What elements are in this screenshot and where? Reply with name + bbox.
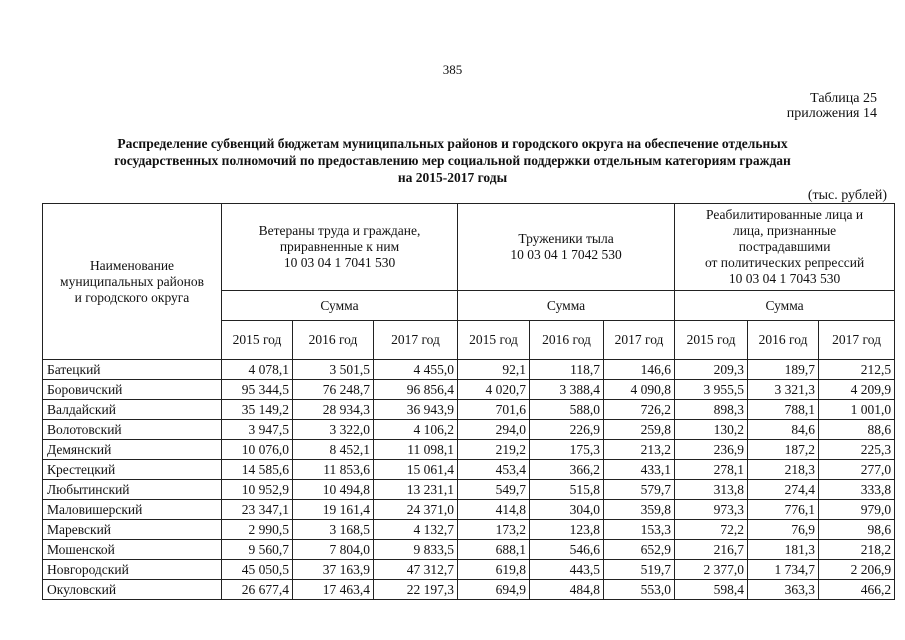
amount-cell: 15 061,4: [374, 460, 458, 480]
table-row: [43, 400, 895, 420]
amount-cell: 776,1: [748, 500, 819, 520]
amount-cell: 4 209,9: [819, 380, 895, 400]
amount-cell: 236,9: [675, 440, 748, 460]
table-ref-line: Таблица 25: [810, 91, 877, 106]
amount-cell: 36 943,9: [374, 400, 458, 420]
amount-cell: 26 677,4: [222, 580, 293, 600]
table-reference: [787, 91, 877, 121]
title-line: на 2015-2017 годы: [397, 170, 508, 185]
amount-cell: 414,8: [458, 500, 530, 520]
amount-cell: 95 344,5: [222, 380, 293, 400]
amount-cell: 2 377,0: [675, 560, 748, 580]
amount-cell: 28 934,3: [293, 400, 374, 420]
amount-cell: 652,9: [604, 540, 675, 560]
table-row: [43, 540, 895, 560]
year-header: 2017 год: [819, 321, 895, 360]
title-line: Распределение субвенций бюджетам муниципальных районов и городского округа на обеспечение отдельных: [117, 136, 788, 151]
year-header: 2015 год: [675, 321, 748, 360]
amount-cell: 9 560,7: [222, 540, 293, 560]
year-header: 2015 год: [222, 321, 293, 360]
amount-cell: 433,1: [604, 460, 675, 480]
amount-cell: 4 078,1: [222, 360, 293, 380]
group-header-line: Ветераны труда и граждане,: [258, 223, 421, 238]
year-header: 2016 год: [293, 321, 374, 360]
table-row: [43, 500, 895, 520]
units-label: (тыс. рублей): [807, 188, 887, 203]
name-header-line: и городского округа: [74, 289, 190, 305]
amount-cell: 226,9: [530, 420, 604, 440]
amount-cell: 47 312,7: [374, 560, 458, 580]
table-ref-line: приложения 14: [786, 106, 877, 121]
sum-header: Сумма: [675, 291, 895, 321]
sum-header: Сумма: [222, 291, 458, 321]
amount-cell: 153,3: [604, 520, 675, 540]
amount-cell: 484,8: [530, 580, 604, 600]
year-header: 2016 год: [748, 321, 819, 360]
amount-cell: 19 161,4: [293, 500, 374, 520]
amount-cell: 213,2: [604, 440, 675, 460]
amount-cell: 304,0: [530, 500, 604, 520]
amount-cell: 209,3: [675, 360, 748, 380]
amount-cell: 4 132,7: [374, 520, 458, 540]
amount-cell: 14 585,6: [222, 460, 293, 480]
amount-cell: 96 856,4: [374, 380, 458, 400]
amount-cell: 17 463,4: [293, 580, 374, 600]
amount-cell: 546,6: [530, 540, 604, 560]
table-row: [43, 380, 895, 400]
district-name-cell: Батецкий: [43, 360, 222, 380]
amount-cell: 588,0: [530, 400, 604, 420]
amount-cell: 788,1: [748, 400, 819, 420]
table-row: [43, 520, 895, 540]
amount-cell: 37 163,9: [293, 560, 374, 580]
amount-cell: 9 833,5: [374, 540, 458, 560]
amount-cell: 333,8: [819, 480, 895, 500]
amount-cell: 979,0: [819, 500, 895, 520]
group-header-rehabilitated: [675, 204, 895, 291]
year-header: 2016 год: [530, 321, 604, 360]
amount-cell: 466,2: [819, 580, 895, 600]
table-row: [43, 560, 895, 580]
amount-cell: 2 990,5: [222, 520, 293, 540]
name-header-line: муниципальных районов: [60, 273, 204, 289]
amount-cell: 694,9: [458, 580, 530, 600]
table-row: [43, 420, 895, 440]
amount-cell: 3 947,5: [222, 420, 293, 440]
amount-cell: 7 804,0: [293, 540, 374, 560]
amount-cell: 11 853,6: [293, 460, 374, 480]
district-name-cell: Демянский: [43, 440, 222, 460]
amount-cell: 212,5: [819, 360, 895, 380]
amount-cell: 515,8: [530, 480, 604, 500]
district-name-cell: Валдайский: [43, 400, 222, 420]
amount-cell: 45 050,5: [222, 560, 293, 580]
amount-cell: 363,3: [748, 580, 819, 600]
table-body: [43, 360, 895, 600]
amount-cell: 4 020,7: [458, 380, 530, 400]
district-name-cell: Волотовский: [43, 420, 222, 440]
group-header-line: 10 03 04 1 7041 530: [283, 255, 396, 270]
group-header-line: Реабилитированные лица и: [706, 207, 864, 222]
amount-cell: 519,7: [604, 560, 675, 580]
amount-cell: 579,7: [604, 480, 675, 500]
title-line: государственных полномочий по предоставлению мер социальной поддержки отдельным категориям граждан: [114, 153, 791, 168]
amount-cell: 23 347,1: [222, 500, 293, 520]
amount-cell: 259,8: [604, 420, 675, 440]
amount-cell: 726,2: [604, 400, 675, 420]
amount-cell: 549,7: [458, 480, 530, 500]
year-header: 2017 год: [604, 321, 675, 360]
amount-cell: 1 001,0: [819, 400, 895, 420]
group-header-line: приравненные к ним: [279, 239, 400, 254]
district-name-cell: Боровичский: [43, 380, 222, 400]
amount-cell: 1 734,7: [748, 560, 819, 580]
amount-cell: 219,2: [458, 440, 530, 460]
group-header-veterans: [222, 204, 458, 291]
amount-cell: 294,0: [458, 420, 530, 440]
amount-cell: 189,7: [748, 360, 819, 380]
district-name-cell: Любытинский: [43, 480, 222, 500]
amount-cell: 688,1: [458, 540, 530, 560]
amount-cell: 13 231,1: [374, 480, 458, 500]
table-row: [43, 580, 895, 600]
amount-cell: 366,2: [530, 460, 604, 480]
amount-cell: 118,7: [530, 360, 604, 380]
amount-cell: 225,3: [819, 440, 895, 460]
amount-cell: 98,6: [819, 520, 895, 540]
amount-cell: 88,6: [819, 420, 895, 440]
amount-cell: 11 098,1: [374, 440, 458, 460]
amount-cell: 898,3: [675, 400, 748, 420]
group-header-line: 10 03 04 1 7043 530: [728, 271, 841, 286]
amount-cell: 4 090,8: [604, 380, 675, 400]
amount-cell: 443,5: [530, 560, 604, 580]
amount-cell: 973,3: [675, 500, 748, 520]
district-name-cell: Мошенской: [43, 540, 222, 560]
amount-cell: 598,4: [675, 580, 748, 600]
group-header-line: Труженики тыла: [518, 231, 614, 246]
amount-cell: 175,3: [530, 440, 604, 460]
district-name-cell: Маревский: [43, 520, 222, 540]
amount-cell: 72,2: [675, 520, 748, 540]
amount-cell: 173,2: [458, 520, 530, 540]
header-row-groups: [43, 204, 895, 291]
amount-cell: 701,6: [458, 400, 530, 420]
name-header-line: Наименование: [89, 257, 175, 273]
amount-cell: 3 955,5: [675, 380, 748, 400]
table-row: [43, 360, 895, 380]
amount-cell: 3 168,5: [293, 520, 374, 540]
amount-cell: 278,1: [675, 460, 748, 480]
subsidy-table: [42, 203, 895, 600]
amount-cell: 35 149,2: [222, 400, 293, 420]
document-title: [60, 135, 845, 186]
table-row: [43, 440, 895, 460]
district-name-cell: Новгородский: [43, 560, 222, 580]
amount-cell: 4 106,2: [374, 420, 458, 440]
amount-cell: 10 494,8: [293, 480, 374, 500]
group-header-line: 10 03 04 1 7042 530: [510, 247, 622, 262]
amount-cell: 146,6: [604, 360, 675, 380]
amount-cell: 277,0: [819, 460, 895, 480]
amount-cell: 553,0: [604, 580, 675, 600]
amount-cell: 92,1: [458, 360, 530, 380]
district-name-cell: Крестецкий: [43, 460, 222, 480]
year-header: 2017 год: [374, 321, 458, 360]
group-header-line: от политических репрессий: [704, 255, 865, 270]
amount-cell: 24 371,0: [374, 500, 458, 520]
amount-cell: 453,4: [458, 460, 530, 480]
amount-cell: 3 388,4: [530, 380, 604, 400]
group-header-line: пострадавшими: [738, 239, 831, 254]
sum-header: Сумма: [458, 291, 675, 321]
amount-cell: 187,2: [748, 440, 819, 460]
amount-cell: 4 455,0: [374, 360, 458, 380]
table-row: [43, 480, 895, 500]
amount-cell: 3 322,0: [293, 420, 374, 440]
amount-cell: 22 197,3: [374, 580, 458, 600]
amount-cell: 3 321,3: [748, 380, 819, 400]
amount-cell: 10 076,0: [222, 440, 293, 460]
amount-cell: 2 206,9: [819, 560, 895, 580]
year-header: 2015 год: [458, 321, 530, 360]
amount-cell: 123,8: [530, 520, 604, 540]
amount-cell: 313,8: [675, 480, 748, 500]
amount-cell: 84,6: [748, 420, 819, 440]
table-row: [43, 460, 895, 480]
name-column-header: [43, 204, 222, 360]
amount-cell: 274,4: [748, 480, 819, 500]
district-name-cell: Маловишерский: [43, 500, 222, 520]
group-header-line: лица, признанные: [732, 223, 837, 238]
amount-cell: 218,3: [748, 460, 819, 480]
amount-cell: 218,2: [819, 540, 895, 560]
amount-cell: 3 501,5: [293, 360, 374, 380]
amount-cell: 8 452,1: [293, 440, 374, 460]
amount-cell: 76 248,7: [293, 380, 374, 400]
amount-cell: 619,8: [458, 560, 530, 580]
amount-cell: 76,9: [748, 520, 819, 540]
district-name-cell: Окуловский: [43, 580, 222, 600]
amount-cell: 10 952,9: [222, 480, 293, 500]
amount-cell: 359,8: [604, 500, 675, 520]
amount-cell: 216,7: [675, 540, 748, 560]
amount-cell: 130,2: [675, 420, 748, 440]
amount-cell: 181,3: [748, 540, 819, 560]
group-header-home-front-workers: [458, 204, 675, 291]
page-number: 385: [442, 62, 463, 77]
